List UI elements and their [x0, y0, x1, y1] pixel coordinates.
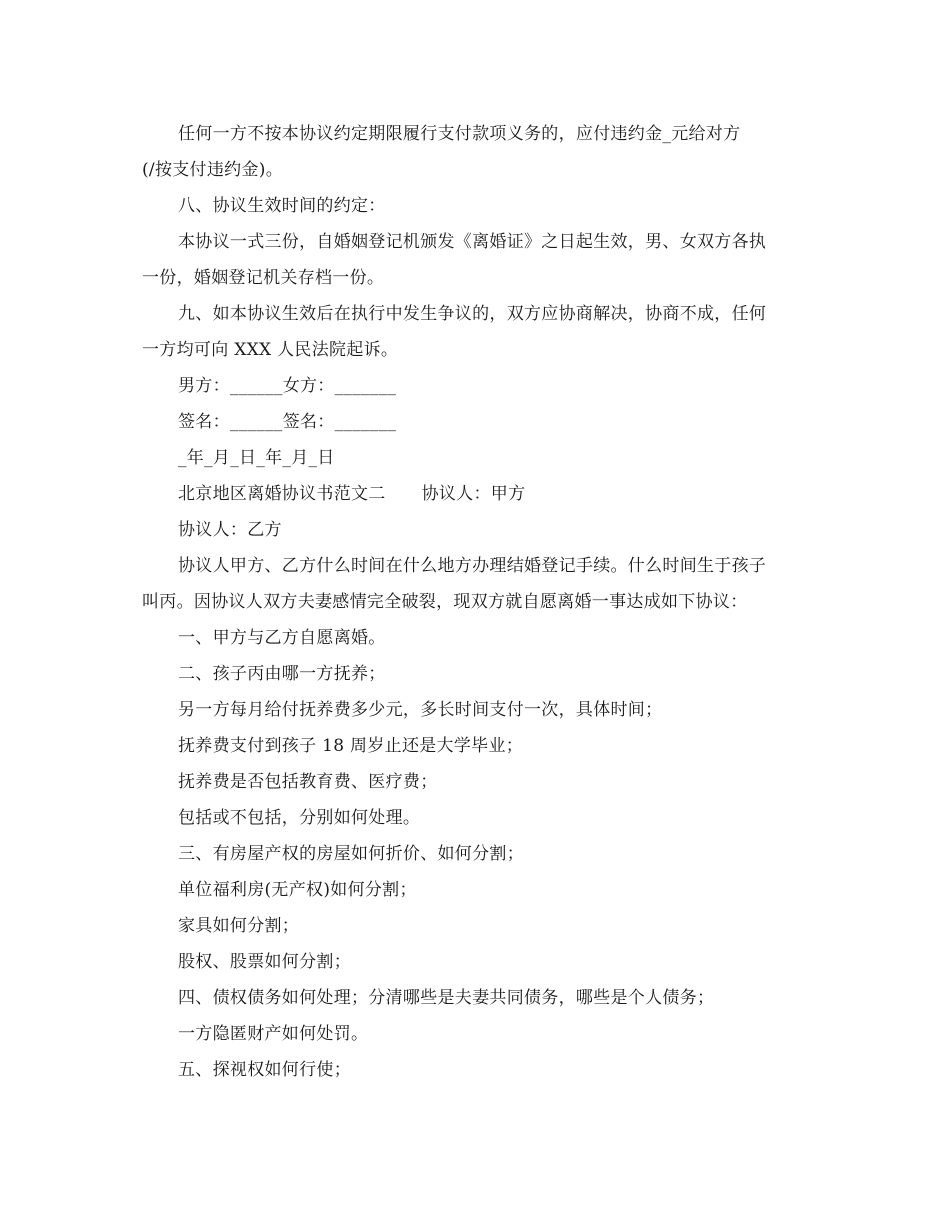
signature-line: 签名：______签名：_______ [178, 412, 397, 432]
document-body [142, 116, 814, 1088]
intro-paragraph-line-2: 叫丙。因协议人双方夫妻感情完全破裂，现双方就自愿离婚一事达成如下协议： [142, 592, 748, 612]
date-line: _年_月_日_年_月_日 [178, 448, 335, 468]
clause-five: 五、探视权如何行使； [178, 1060, 351, 1080]
template-title: 北京地区离婚协议书范文二 [178, 484, 386, 504]
clause-two: 二、孩子丙由哪一方抚养； [178, 664, 386, 684]
paragraph-penalty-line-1: 任何一方不按本协议约定期限履行支付款项义务的，应付违约金_元给对方 [178, 124, 741, 144]
clause-two-support-handling: 包括或不包括，分别如何处理。 [178, 808, 421, 828]
section-nine-line-2: 一方均可向 XXX 人民法院起诉。 [142, 340, 399, 360]
clause-two-support-duration: 抚养费支付到孩子 18 周岁止还是大学毕业； [178, 736, 524, 756]
paragraph-penalty-line-2: (/按支付违约金)。 [142, 160, 283, 180]
party-names-line: 男方：______女方：_______ [178, 376, 397, 396]
clause-three-furniture: 家具如何分割； [178, 916, 300, 936]
clause-three-welfare-housing: 单位福利房(无产权)如何分割； [178, 880, 417, 900]
clause-four: 四、债权债务如何处理；分清哪些是夫妻共同债务，哪些是个人债务； [178, 988, 715, 1008]
section-heading-eight: 八、协议生效时间的约定： [178, 196, 386, 216]
intro-paragraph-line-1: 协议人甲方、乙方什么时间在什么地方办理结婚登记手续。什么时间生于孩子 [178, 556, 767, 576]
clause-four-concealment: 一方隐匿财产如何处罚。 [178, 1024, 369, 1044]
paragraph-copies-line-1: 本协议一式三份，自婚姻登记机颁发《离婚证》之日起生效，男、女双方各执 [178, 232, 767, 252]
party-b-label: 协议人：乙方 [178, 520, 282, 540]
paragraph-copies-line-2: 一份，婚姻登记机关存档一份。 [142, 268, 385, 288]
clause-one: 一、甲方与乙方自愿离婚。 [178, 628, 386, 648]
template-title-line [142, 476, 814, 512]
clause-two-support-payment: 另一方每月给付抚养费多少元，多长时间支付一次，具体时间； [178, 700, 663, 720]
clause-three-equity: 股权、股票如何分割； [178, 952, 351, 972]
clause-three: 三、有房屋产权的房屋如何折价、如何分割； [178, 844, 524, 864]
party-a-label: 协议人：甲方 [421, 484, 526, 504]
section-nine-line-1: 九、如本协议生效后在执行中发生争议的，双方应协商解决，协商不成，任何 [178, 304, 767, 324]
clause-two-support-scope: 抚养费是否包括教育费、医疗费； [178, 772, 438, 792]
